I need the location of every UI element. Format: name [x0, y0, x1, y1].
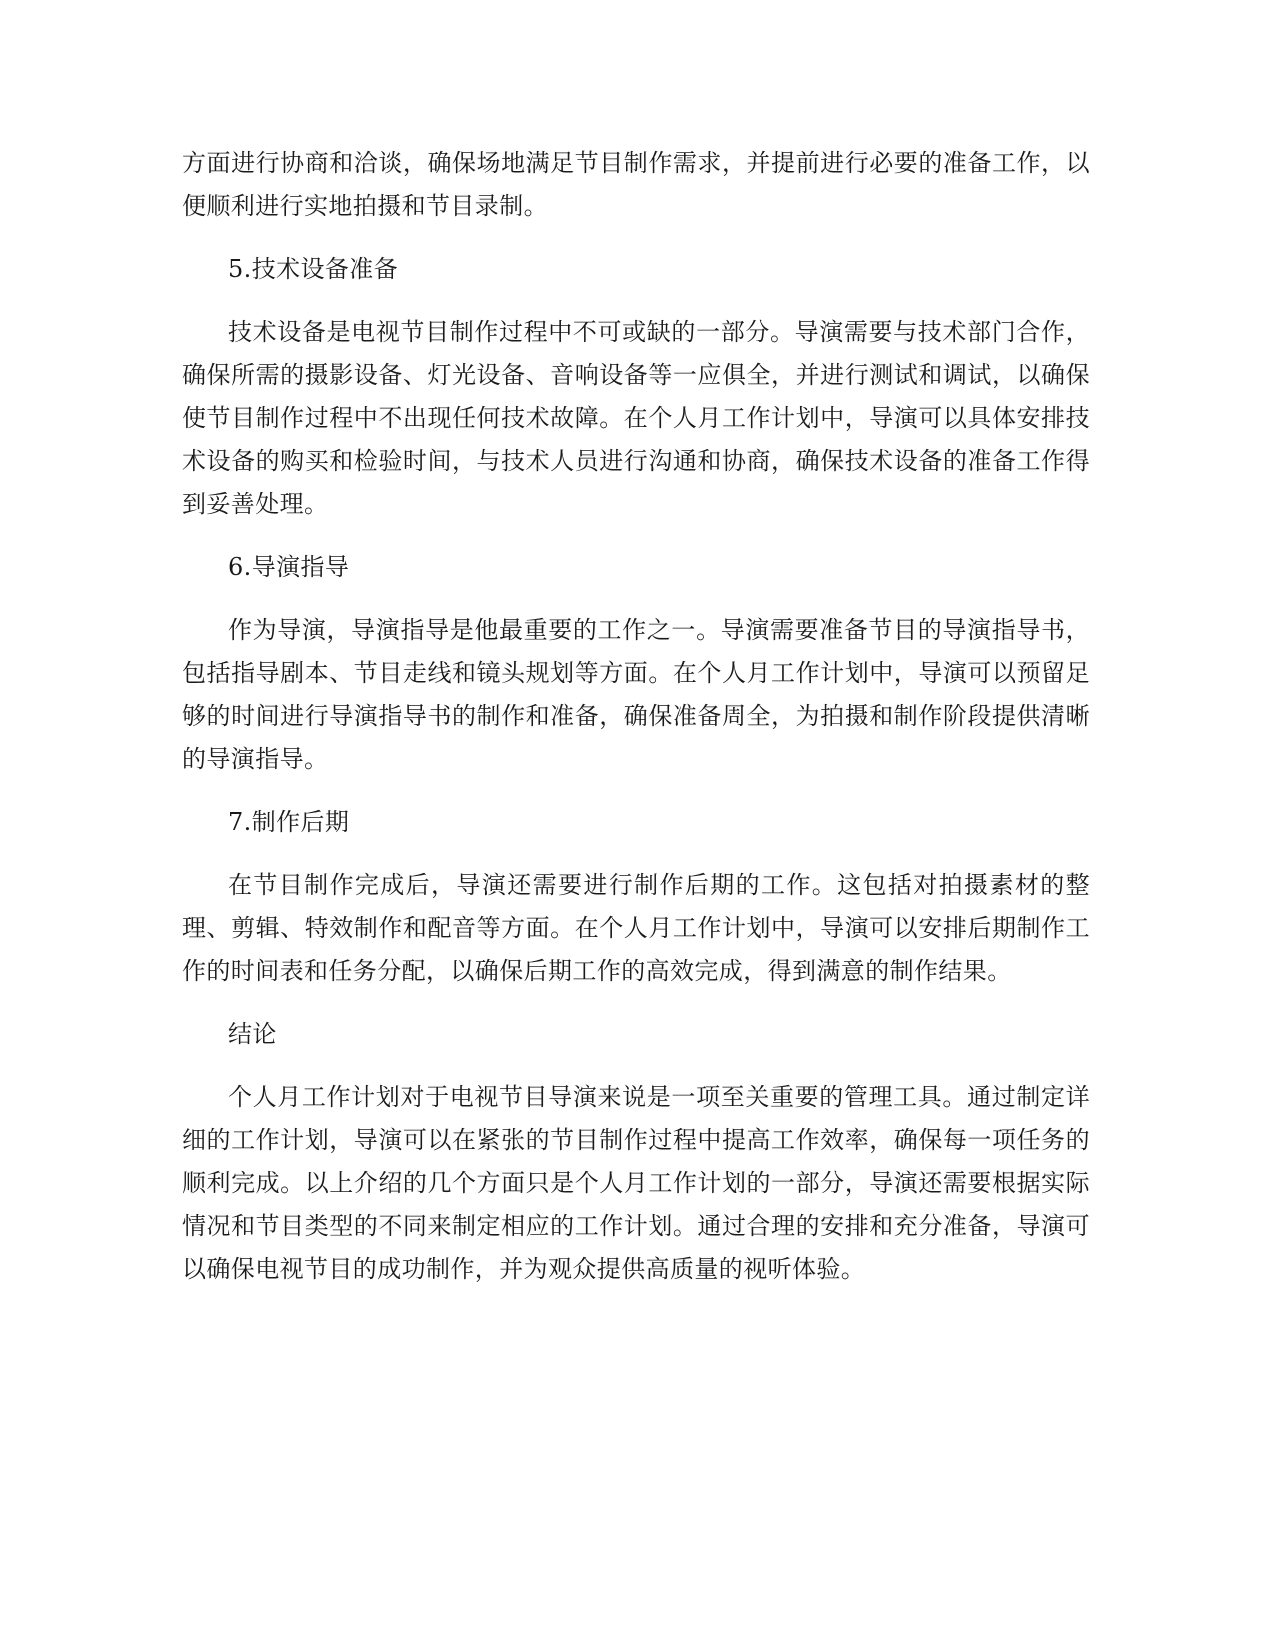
section-heading-5: 5.技术设备准备: [228, 255, 399, 283]
paragraph-venue-continued: 方面进行协商和洽谈，确保场地满足节目制作需求，并提前进行必要的准备工作，以便顺利进行实地拍摄和节目录制。: [182, 149, 1090, 220]
section-heading-6: 6.导演指导: [228, 553, 350, 581]
section-heading-conclusion: 结论: [228, 1020, 277, 1048]
paragraph-post-production: 在节目制作完成后，导演还需要进行制作后期的工作。这包括对拍摄素材的整理、剪辑、特效制作和配音等方面。在个人月工作计划中，导演可以安排后期制作工作的时间表和任务分配，以确保后期工作的高效完成，得到满意的制作结果。: [182, 871, 1090, 985]
paragraph-conclusion: 个人月工作计划对于电视节目导演来说是一项至关重要的管理工具。通过制定详细的工作计划，导演可以在紧张的节目制作过程中提高工作效率，确保每一项任务的顺利完成。以上介绍的几个方面只是个人月工作计划的一部分，导演还需要根据实际情况和节目类型的不同来制定相应的工作计划。通过合理的安排和充分准备，导演可以确保电视节目的成功制作，并为观众提供高质量的视听体验。: [182, 1083, 1090, 1283]
paragraph-technical-equipment: 技术设备是电视节目制作过程中不可或缺的一部分。导演需要与技术部门合作，确保所需的摄影设备、灯光设备、音响设备等一应俱全，并进行测试和调试，以确保使节目制作过程中不出现任何技术故障。在个人月工作计划中，导演可以具体安排技术设备的购买和检验时间，与技术人员进行沟通和协商，确保技术设备的准备工作得到妥善处理。: [182, 318, 1090, 518]
paragraph-director-guidance: 作为导演，导演指导是他最重要的工作之一。导演需要准备节目的导演指导书，包括指导剧本、节目走线和镜头规划等方面。在个人月工作计划中，导演可以预留足够的时间进行导演指导书的制作和准备，确保准备周全，为拍摄和制作阶段提供清晰的导演指导。: [182, 616, 1090, 773]
document-body: [182, 142, 1090, 1311]
section-heading-7: 7.制作后期: [228, 808, 350, 836]
